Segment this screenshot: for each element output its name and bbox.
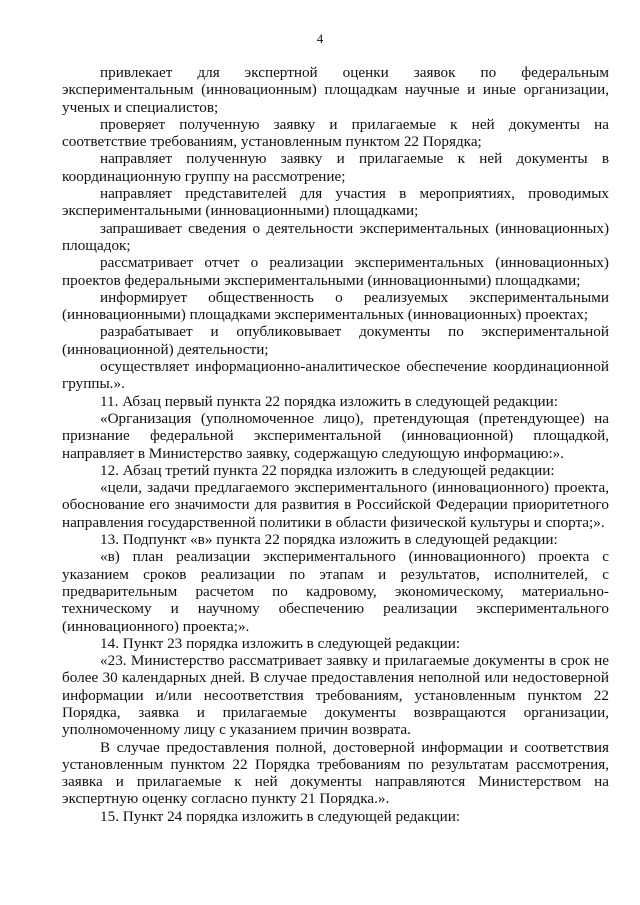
paragraph: запрашивает сведения о деятельности экспериментальных (инновационных) площадок; bbox=[62, 219, 609, 254]
paragraph: 12. Абзац третий пункта 22 порядка изложить в следующей редакции: bbox=[100, 461, 555, 479]
paragraph: 15. Пункт 24 порядка изложить в следующей редакции: bbox=[100, 807, 461, 825]
page-number: 4 bbox=[316, 31, 324, 46]
paragraph: 13. Подпункт «в» пункта 22 порядка изложить в следующей редакции: bbox=[100, 531, 558, 549]
paragraph: проверяет полученную заявку и прилагаемые к ней документы на соответствие требованиям, установленным пунктом 22 Порядка; bbox=[62, 115, 609, 151]
paragraph: рассматривает отчет о реализации экспериментальных (инновационных) проектов федеральными экспериментальными (инновационными) площадками; bbox=[62, 254, 609, 289]
paragraph: направляет представителей для участия в мероприятиях, проводимых экспериментальными (инновационными) площадками; bbox=[62, 185, 609, 220]
paragraph: привлекает для экспертной оценки заявок по федеральным экспериментальным (инновационным) площадкам научные и иные организации, ученых и специалистов; bbox=[62, 64, 609, 116]
paragraph: информирует общественность о реализуемых экспериментальными (инновационными) площадками экспериментальных (инновационных) проектах; bbox=[62, 288, 609, 324]
paragraph: «Организация (уполномоченное лицо), претендующая (претендующее) на признание федеральной экспериментальной (инновационной) площадкой, направляет в Министерство заявку, содержащую следующую информацию:». bbox=[62, 409, 609, 462]
paragraph: 11. Абзац первый пункта 22 порядка изложить в следующей редакции: bbox=[100, 392, 558, 410]
document-body bbox=[62, 64, 609, 825]
paragraph: осуществляет информационно-аналитическое обеспечение координационной группы.». bbox=[62, 358, 609, 393]
paragraph: разрабатывает и опубликовывает документы по экспериментальной (инновационной) деятельности; bbox=[62, 323, 609, 358]
paragraph: направляет полученную заявку и прилагаемые к ней документы в координационную группу на рассмотрение; bbox=[62, 150, 609, 185]
paragraph: 14. Пункт 23 порядка изложить в следующей редакции: bbox=[100, 634, 461, 652]
paragraph: В случае предоставления полной, достоверной информации и соответствия установленным пунктом 22 Порядка требованиям по результатам рассмотрения, заявка и прилагаемые к ней документы направляются Министерством на экспертную оценку согласно пункту 21 Порядка.». bbox=[62, 738, 609, 808]
paragraph: «цели, задачи предлагаемого экспериментального (инновационного) проекта, обоснование его значимости для развития в Российской Федерации приоритетного направления государственной политики в области физической культуры и спорта;». bbox=[62, 479, 609, 531]
paragraph: «23. Министерство рассматривает заявку и прилагаемые документы в срок не более 30 календарных дней. В случае предоставления неполной или недостоверной информации и/или несоответствия требованиям, установленным пунктом 22 Порядка, заявка и прилагаемые документы возвращаются организации, уполномоченному лицу с указанием причин возврата. bbox=[62, 652, 609, 739]
paragraph: «в) план реализации экспериментального (инновационного) проекта с указанием сроков реализации по этапам и результатов, исполнителей, с предварительным расчетом по кадровому, экономическому, материально-техническому и научному обеспечению реализации экспериментального (инновационного) проекта;». bbox=[62, 548, 609, 635]
